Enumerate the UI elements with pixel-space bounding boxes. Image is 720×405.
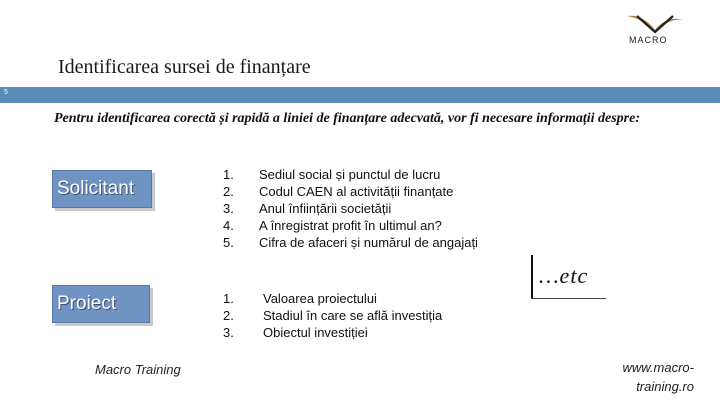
slide-number: 5 bbox=[4, 89, 8, 96]
footer-website-line2: training.ro bbox=[636, 379, 694, 394]
proiect-box bbox=[52, 285, 150, 323]
list-item bbox=[223, 183, 478, 200]
footer-website bbox=[610, 358, 694, 396]
item-text: Obiectul investiției bbox=[263, 325, 368, 340]
solicitant-box bbox=[52, 170, 152, 208]
item-text: A înregistrat profit în ultimul an? bbox=[259, 218, 442, 233]
slide-title: Identificarea sursei de finanțare bbox=[58, 56, 311, 78]
footer-website-line1: www.macro- bbox=[622, 360, 694, 375]
list-item bbox=[223, 234, 478, 251]
item-number: 4. bbox=[223, 218, 234, 233]
item-number: 1. bbox=[223, 291, 234, 306]
list-item bbox=[223, 290, 442, 307]
etc-text: …etc bbox=[539, 263, 589, 288]
etc-image bbox=[531, 255, 606, 299]
list-item bbox=[223, 307, 442, 324]
item-number: 1. bbox=[223, 167, 234, 182]
solicitant-list bbox=[223, 166, 478, 251]
item-text: Codul CAEN al activității finanțate bbox=[259, 184, 454, 199]
item-text: Stadiul în care se află investiția bbox=[263, 308, 443, 323]
item-text: Anul înființării societății bbox=[259, 201, 392, 216]
item-text: Sediul social și punctul de lucru bbox=[259, 167, 441, 182]
intro-text: Pentru identificarea corectă și rapidă a liniei de finanțare adecvată, vor fi necesare informații despre: bbox=[54, 111, 640, 126]
list-item bbox=[223, 200, 478, 217]
item-text: Cifra de afaceri și numărul de angajați bbox=[259, 235, 478, 250]
footer-company: Macro Training bbox=[95, 362, 181, 377]
item-number: 3. bbox=[223, 325, 234, 340]
list-item bbox=[223, 217, 478, 234]
item-text: Valoarea proiectului bbox=[263, 291, 377, 306]
proiect-label: Proiect bbox=[57, 293, 117, 314]
item-number: 5. bbox=[223, 235, 234, 250]
item-number: 3. bbox=[223, 201, 234, 216]
item-number: 2. bbox=[223, 184, 234, 199]
item-number: 2. bbox=[223, 308, 234, 323]
logo-wordmark: MACRO bbox=[629, 35, 668, 45]
proiect-list bbox=[223, 290, 442, 341]
list-item bbox=[223, 166, 478, 183]
header-band bbox=[0, 87, 720, 103]
etc-border-bottom bbox=[531, 298, 606, 299]
solicitant-label: Solicitant bbox=[57, 178, 135, 199]
etc-border-left bbox=[531, 255, 533, 299]
list-item bbox=[223, 324, 442, 341]
